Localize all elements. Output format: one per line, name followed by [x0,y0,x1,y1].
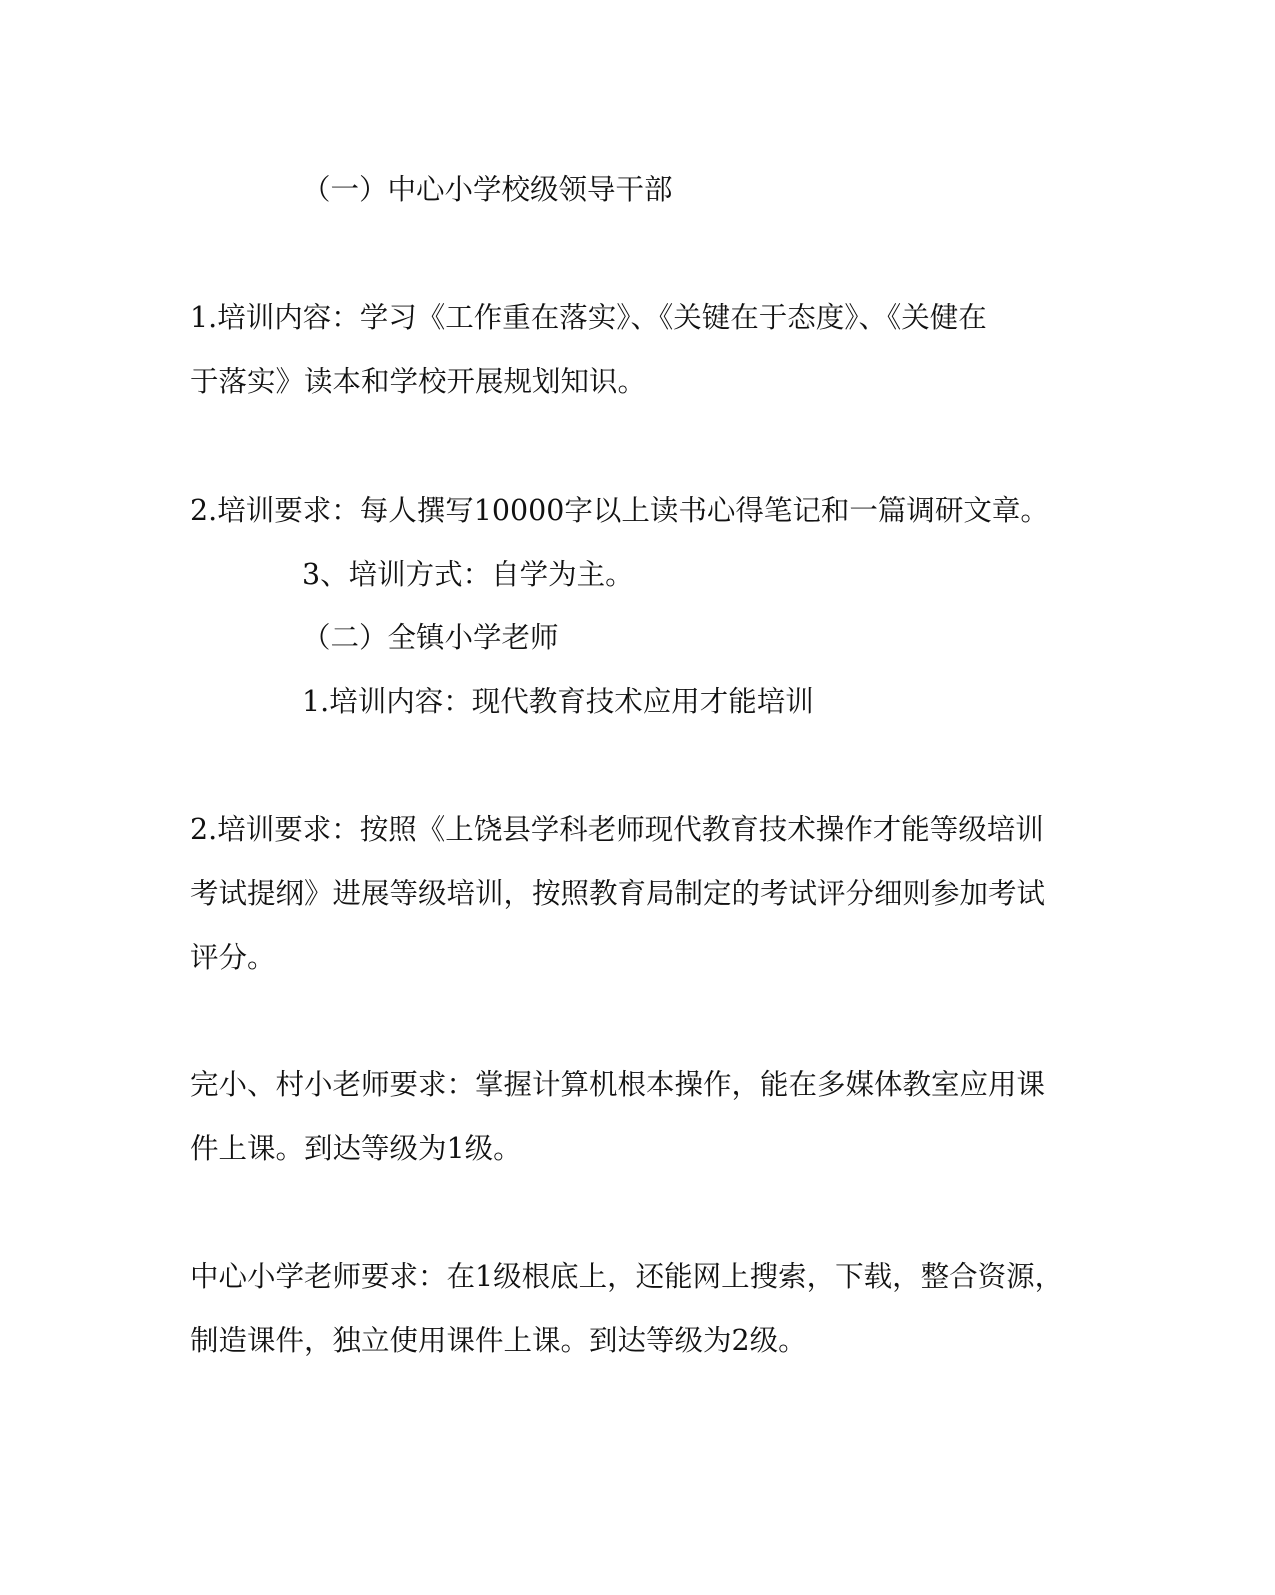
paragraph-line: 考试提纲》进展等级培训，按照教育局制定的考试评分细则参加考试 [190,877,1046,910]
paragraph-line: 完小、村小老师要求：掌握计算机根本操作，能在多媒体教室应用课 [190,1068,1046,1101]
paragraph-line: 2.培训要求：每人撰写10000字以上读书心得笔记和一篇调研文章。 [190,494,1049,527]
paragraph-line: 3、培训方式：自学为主。 [302,558,634,591]
paragraph-line: 1.培训内容：学习《工作重在落实》、《关键在于态度》、《关健在 [190,301,987,334]
section-heading-2: （二）全镇小学老师 [302,621,559,654]
section-heading-1: （一）中心小学校级领导干部 [302,173,673,206]
paragraph-line: 制造课件，独立使用课件上课。到达等级为2级。 [190,1324,807,1357]
paragraph-line: 件上课。到达等级为1级。 [190,1132,522,1165]
paragraph-line: 2.培训要求：按照《上饶县学科老师现代教育技术操作才能等级培训 [190,813,1044,846]
paragraph-line: 于落实》读本和学校开展规划知识。 [190,365,647,398]
paragraph-line: 1.培训内容：现代教育技术应用才能培训 [302,685,814,718]
paragraph-line: 评分。 [190,941,276,974]
paragraph-line: 中心小学老师要求：在1级根底上，还能网上搜索，下载，整合资源， [190,1260,1064,1293]
